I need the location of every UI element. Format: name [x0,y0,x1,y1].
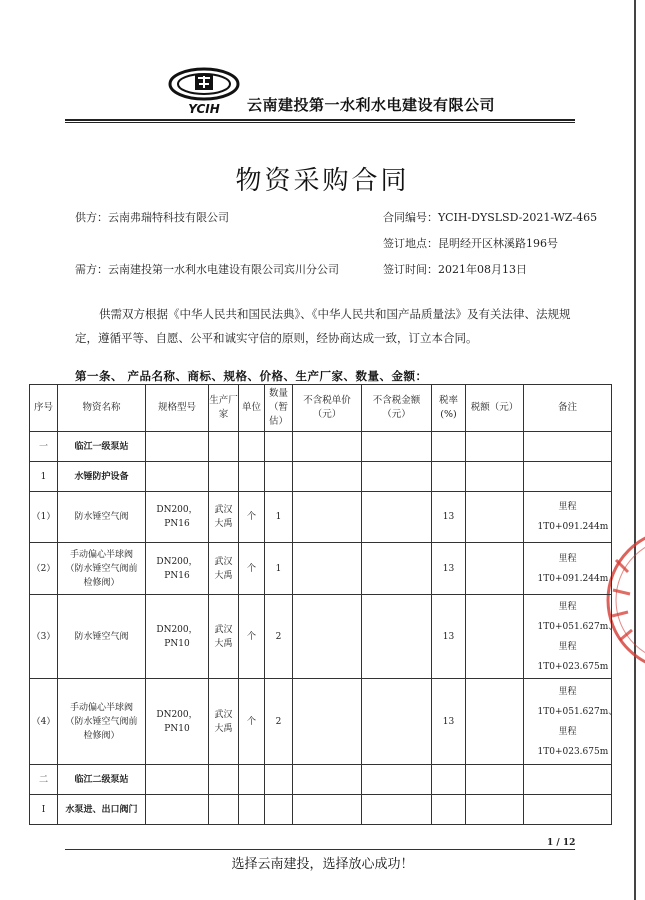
buyer-line [75,261,339,277]
row-no: 二 [30,765,58,795]
row-name: 水锤防护设备 [58,462,146,492]
table-row [30,492,612,543]
row-no: I [30,795,58,825]
footer-slogan: 选择云南建投，选择放心成功！ [231,857,414,872]
header-remark: 备注 [524,385,612,432]
ycih-logo-icon [165,64,243,116]
document-title: 物资采购合同 [235,166,410,196]
row-qty: 2 [265,595,293,679]
table-header-row [30,385,612,432]
sign-place-label: 签订地点： [383,237,438,250]
row-spec: DN200，PN16 [146,543,209,595]
row-remark: 里程1T0+051.627m、里程1T0+023.675m [537,601,618,672]
supplier-label: 供方： [75,211,108,224]
row-spec: DN200，PN16 [146,492,209,543]
row-rate: 13 [432,543,466,595]
table-row [30,679,612,765]
sign-time-value: 2021年08月13日 [438,263,527,276]
table-row [30,462,612,492]
row-qty: 2 [265,679,293,765]
table-row [30,543,612,595]
table-row [30,765,612,795]
row-unit: 个 [239,679,265,765]
header-unit: 单位 [239,385,265,432]
row-no: （1） [30,492,58,543]
row-rate: 13 [432,595,466,679]
contract-no-label: 合同编号： [383,211,438,224]
header-price: 不含税单价（元） [293,385,362,432]
header-qty: 数量（暂估） [265,385,293,432]
intro-paragraph: 供需双方根据《中华人民共和国民法典》、《中华人民共和国产品质量法》及有关法律、法规规定，遵循平等、自愿、公平和诚实守信的原则，经协商达成一致，订立本合同。 [75,307,571,345]
row-spec: DN200，PN10 [146,595,209,679]
sign-time-label: 签订时间： [383,263,438,276]
row-maker: 武汉大禹 [214,556,233,581]
row-rate: 13 [432,492,466,543]
header-rate: 税率(%) [432,385,466,432]
sign-place-value: 昆明经开区林溪路196号 [438,237,558,250]
header-tax: 税额（元） [466,385,524,432]
row-no: （2） [30,543,58,595]
row-name: 防水锤空气阀 [58,595,146,679]
row-name: 临江一级泵站 [58,432,146,462]
row-name: 手动偏心半球阀（防水锤空气阀前检修阀） [65,549,138,588]
row-maker: 武汉大禹 [214,505,233,529]
footer-rule [65,849,575,850]
contract-no-line [383,209,597,225]
row-unit: 个 [239,492,265,543]
row-remark: 里程1T0+091.244m [537,502,609,532]
row-name: 手动偏心半球阀（防水锤空气阀前检修阀） [65,702,138,741]
logo-text: YCIH [188,102,220,116]
seal-arc-top [625,300,645,410]
supplier-line [75,209,229,225]
sign-place-line [383,235,558,251]
company-name: 云南建投第一水利水电建设有限公司 [247,96,496,114]
materials-table [29,384,618,825]
header-spec: 规格型号 [146,385,209,432]
header-no: 序号 [30,385,58,432]
row-no: 1 [30,462,58,492]
row-qty: 1 [265,492,293,543]
supplier-value: 云南弗瑞特科技有限公司 [108,211,229,224]
page-edge-line [634,0,636,900]
row-name: 水泵进、出口阀门 [58,795,146,825]
row-no: （3） [30,595,58,679]
row-unit: 个 [239,543,265,595]
article-one-heading: 第一条、 产品名称、商标、规格、价格、生产厂家、数量、金额： [75,369,428,383]
row-unit: 个 [239,595,265,679]
letterhead [165,64,565,124]
table-row [30,432,612,462]
row-spec: DN200，PN10 [146,679,209,765]
header-amount: 不含税金额（元） [362,385,432,432]
header-rule [65,119,575,121]
buyer-value: 云南建投第一水利水电建设有限公司宾川分公司 [108,263,339,276]
contract-no-value: YCIH-DYSLSD-2021-WZ-465 [438,211,598,224]
row-name: 防水锤空气阀 [58,492,146,543]
table-row [30,795,612,825]
table-row [30,595,612,679]
header-name: 物资名称 [58,385,146,432]
row-name: 临江二级泵站 [58,765,146,795]
page-number: 1 / 12 [547,838,576,848]
row-no: 一 [30,432,58,462]
header-rule-thin [65,122,575,123]
sign-time-line [383,261,527,277]
row-maker: 武汉大禹 [214,624,233,649]
row-remark: 里程1T0+051.627m、里程1T0+023.675m [537,686,618,757]
header-maker: 生产厂家 [209,385,239,432]
row-qty: 1 [265,543,293,595]
row-rate: 13 [432,679,466,765]
row-no: （4） [30,679,58,765]
buyer-label: 需方： [75,263,108,276]
row-remark: 里程1T0+091.244m [537,553,609,584]
row-maker: 武汉大禹 [214,709,233,734]
